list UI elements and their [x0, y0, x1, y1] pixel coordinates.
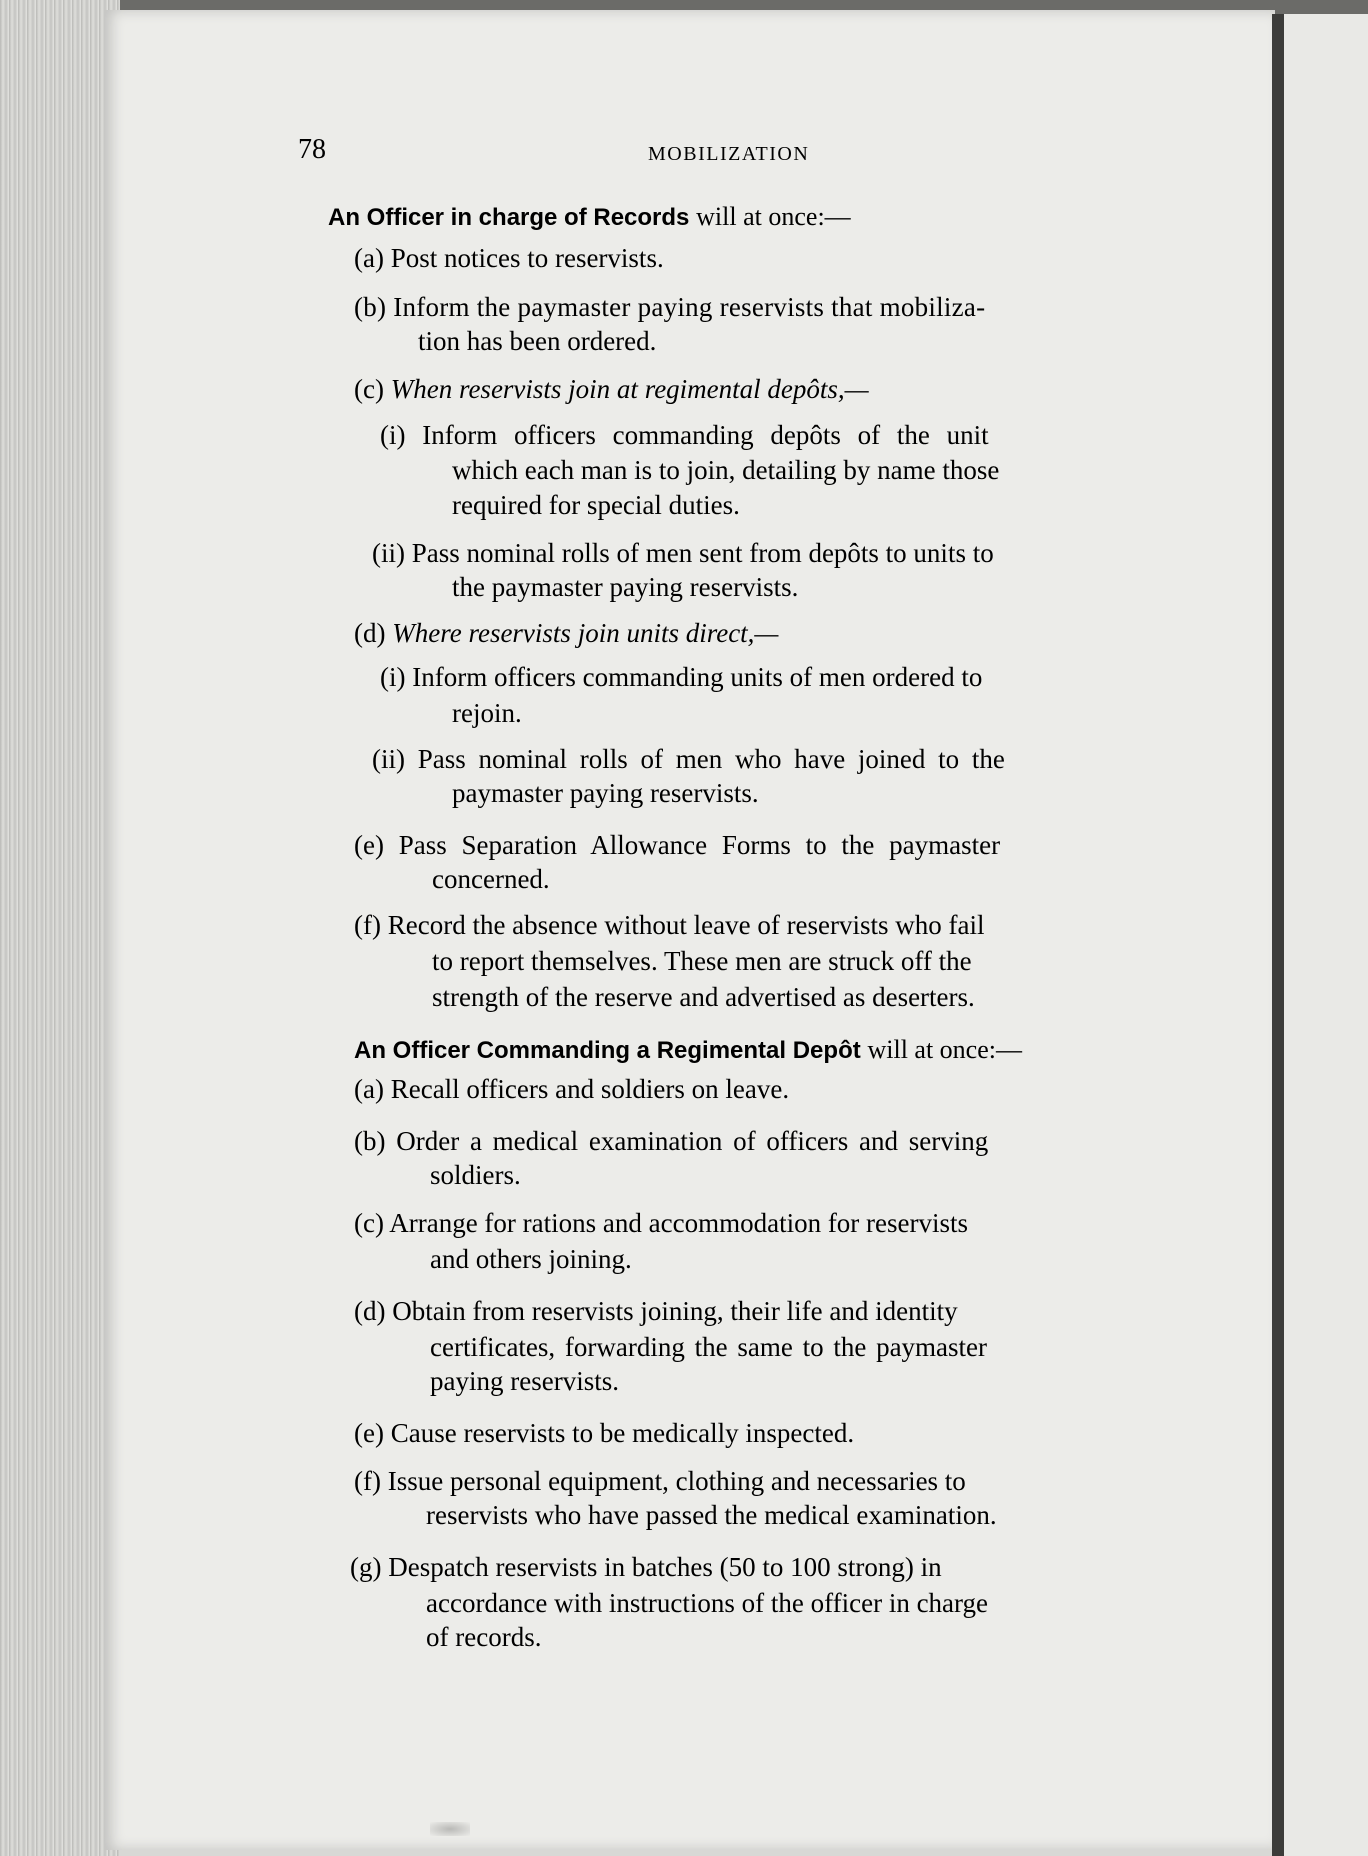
list-item-continuation: accordance with instructions of the officer in charge [426, 1588, 989, 1618]
list-item [354, 618, 778, 649]
sub-list-item-continuation: required for special duties. [452, 490, 740, 520]
list-item: (a) Recall officers and soldiers on leave. [354, 1074, 790, 1104]
facing-page [1272, 14, 1368, 1856]
sub-list-item-continuation: the paymaster paying reservists. [452, 572, 799, 602]
list-item: (e) Cause reservists to be medically inspected. [354, 1418, 855, 1448]
sub-list-item-continuation: paymaster paying reservists. [452, 778, 759, 808]
sub-list-item: (i) Inform officers commanding units of men ordered to [380, 662, 983, 692]
sub-list-item-continuation: which each man is to join, detailing by name those [452, 455, 1000, 485]
list-item-continuation: strength of the reserve and advertised as deserters. [432, 982, 975, 1012]
list-item: (e) Pass Separation Allowance Forms to the paymaster [354, 830, 1001, 860]
list-item: (f) Issue personal equipment, clothing and necessaries to [354, 1466, 966, 1496]
sub-list-item-continuation: rejoin. [452, 698, 522, 728]
section-heading [328, 201, 851, 232]
list-item-continuation: reservists who have passed the medical examination. [426, 1500, 997, 1530]
list-item-label: (d) [354, 618, 393, 648]
sub-list-item: (ii) Pass nominal rolls of men who have joined to the [372, 744, 1005, 774]
list-item-continuation: paying reservists. [430, 1366, 619, 1396]
list-item-italic: Where reservists join units direct,— [392, 618, 779, 648]
section-heading-rest: will at once:— [696, 202, 851, 231]
list-item: (g) Despatch reservists in batches (50 to 100 strong) in [350, 1552, 942, 1582]
list-item-continuation: to report themselves. These men are struck off the [432, 946, 972, 976]
running-head: MOBILIZATION [648, 143, 810, 165]
list-item-continuation: and others joining. [430, 1244, 632, 1274]
list-item: (c) Arrange for rations and accommodation for reservists [354, 1208, 969, 1238]
list-item: (b) Order a medical examination of officers and serving [354, 1126, 989, 1156]
section-heading [354, 1034, 1022, 1065]
ink-smudge [430, 1822, 470, 1836]
list-item [354, 374, 869, 405]
sub-list-item: (ii) Pass nominal rolls of men sent from depôts to units to [372, 538, 994, 568]
list-item-continuation: soldiers. [430, 1160, 521, 1190]
page-stack-edge [0, 0, 120, 1856]
section-heading-bold: An Officer in charge of Records [328, 204, 690, 231]
page-number: 78 [298, 134, 326, 165]
list-item-italic: When reservists join at regimental depôts,— [390, 374, 869, 404]
list-item: (a) Post notices to reservists. [354, 243, 664, 273]
sub-list-item: (i) Inform officers commanding depôts of the unit [380, 420, 989, 450]
list-item-continuation: tion has been ordered. [418, 326, 657, 356]
list-item-continuation: certificates, forwarding the same to the paymaster [430, 1332, 988, 1362]
list-item-continuation: of records. [426, 1622, 542, 1652]
list-item: (d) Obtain from reservists joining, their life and identity [354, 1296, 958, 1326]
section-heading-bold: An Officer Commanding a Regimental Depôt [354, 1037, 861, 1064]
list-item-continuation: concerned. [432, 864, 550, 894]
section-heading-rest: will at once:— [867, 1035, 1022, 1064]
list-item: (b) Inform the paymaster paying reservists that mobiliza- [354, 292, 986, 322]
list-item-label: (c) [354, 374, 391, 404]
list-item: (f) Record the absence without leave of reservists who fail [354, 910, 985, 940]
